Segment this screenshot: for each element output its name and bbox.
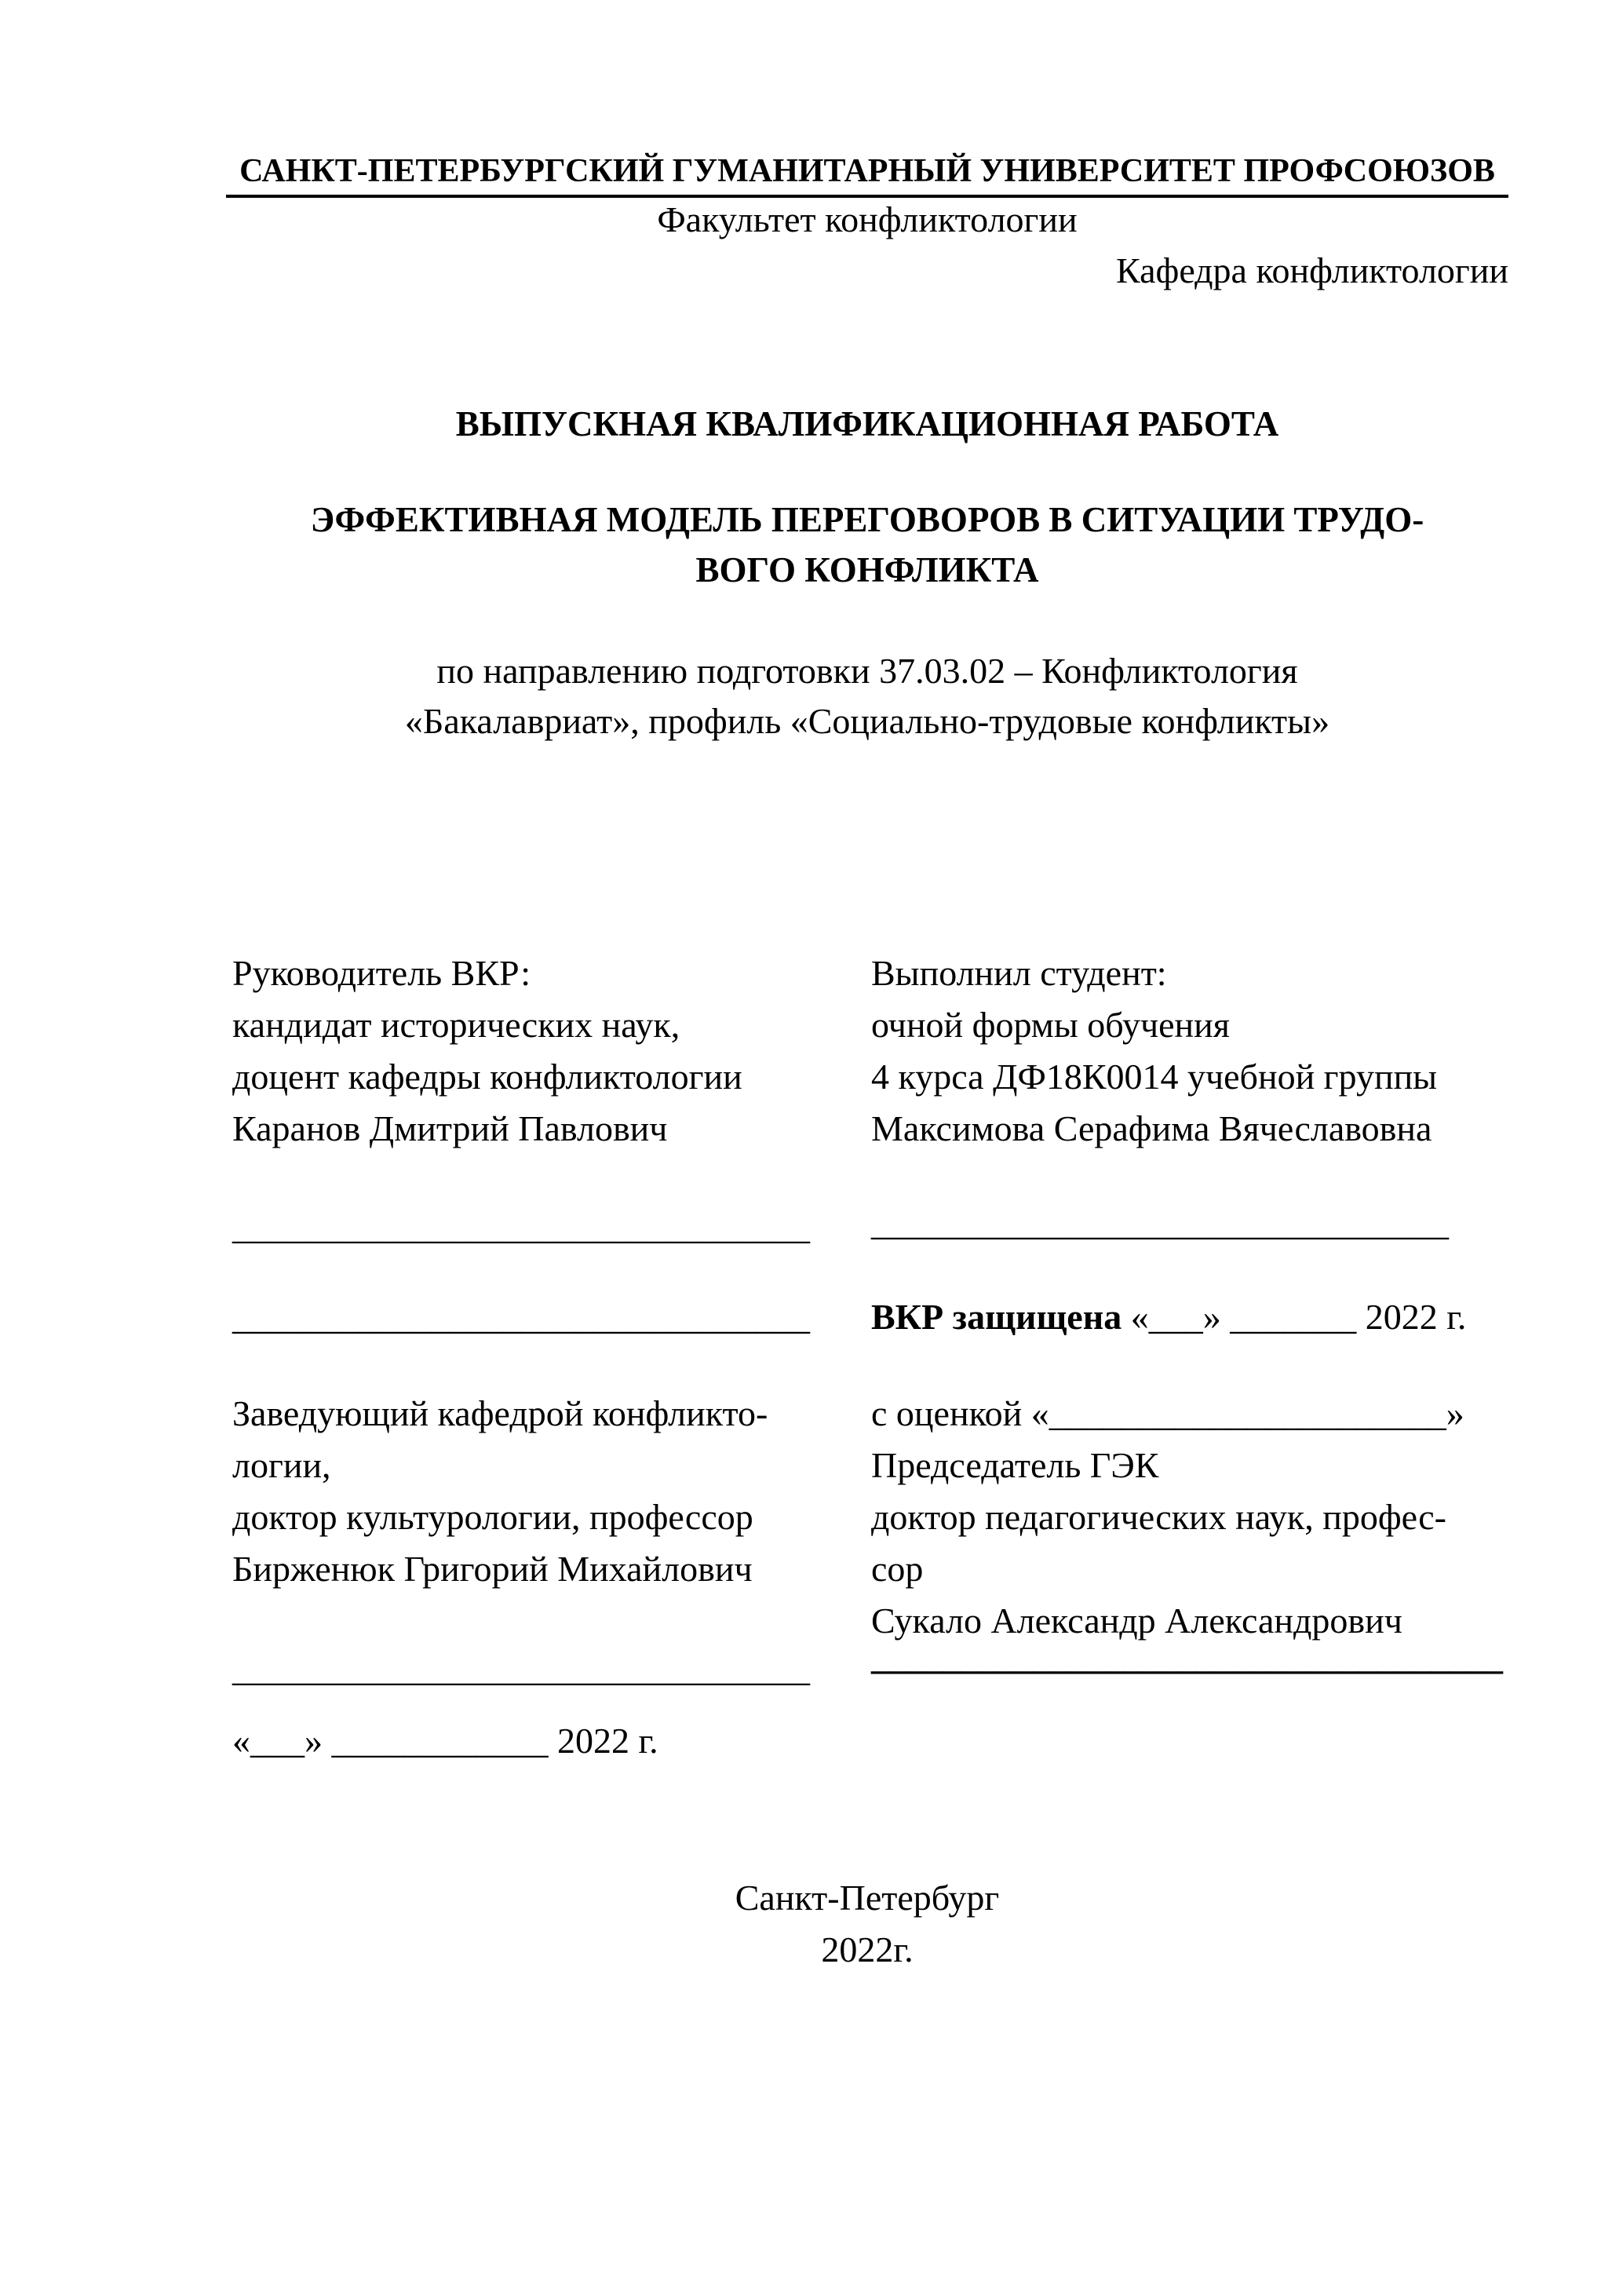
signature-line: ________________________________ bbox=[871, 1203, 1449, 1243]
supervisor-line: Каранов Дмитрий Павлович bbox=[232, 1108, 668, 1148]
supervisor-line: доцент кафедры конфликтологии bbox=[232, 1057, 742, 1097]
direction-line: по направлению подготовки 37.03.02 – Конфликтология bbox=[436, 651, 1298, 691]
date-line: «___» ____________ 2022 г. bbox=[232, 1721, 658, 1761]
chairman-signature-line bbox=[871, 1631, 1515, 1683]
head-signature-date bbox=[232, 1715, 829, 1767]
supervisor-signature-line-1 bbox=[232, 1201, 829, 1253]
defense-date: «___» _______ 2022 г. bbox=[1122, 1297, 1467, 1337]
defense-status bbox=[871, 1291, 1515, 1343]
document-type: ВЫПУСКНАЯ КВАЛИФИКАЦИОННАЯ РАБОТА bbox=[455, 404, 1279, 444]
head-line: Заведующий кафедрой конфликто- bbox=[232, 1393, 768, 1433]
city: Санкт-Петербург bbox=[735, 1878, 1000, 1918]
chair-name: Кафедра конфликтологии bbox=[1116, 250, 1508, 290]
head-line: доктор культурологии, профессор bbox=[232, 1497, 753, 1537]
thesis-title bbox=[226, 495, 1508, 595]
direction-line: «Бакалавриат», профиль «Социально-трудовые конфликты» bbox=[404, 701, 1330, 741]
supervisor-line: кандидат исторических наук, bbox=[232, 1005, 680, 1045]
supervisor-signature-line-2 bbox=[232, 1291, 829, 1343]
chairman-line: доктор педагогических наук, профес- bbox=[871, 1497, 1446, 1537]
defense-grade bbox=[871, 1388, 1515, 1440]
head-line: логии, bbox=[232, 1445, 331, 1485]
university-name: САНКТ-ПЕТЕРБУРГСКИЙ ГУМАНИТАРНЫЙ УНИВЕРСИТЕТ ПРОФСОЮЗОВ bbox=[239, 153, 1495, 189]
student-line: Максимова Серафима Вячеславовна bbox=[871, 1108, 1432, 1148]
supervisor-block bbox=[232, 947, 829, 1155]
student-block bbox=[871, 947, 1515, 1155]
signature-line: ________________________________ bbox=[232, 1648, 810, 1688]
chairman-line: Сукало Александр Александрович bbox=[871, 1601, 1402, 1641]
thesis-title-line: ВОГО КОНФЛИКТА bbox=[695, 550, 1039, 590]
year: 2022г. bbox=[821, 1929, 914, 1969]
faculty-name: Факультет конфликтологии bbox=[657, 199, 1078, 239]
chairman-line: Председатель ГЭК bbox=[871, 1445, 1159, 1485]
signature-line: ___________________________________ bbox=[871, 1637, 1503, 1677]
thesis-title-line: ЭФФЕКТИВНАЯ МОДЕЛЬ ПЕРЕГОВОРОВ В СИТУАЦИИ ТРУДО- bbox=[310, 500, 1424, 539]
grade-line: с оценкой «______________________» bbox=[871, 1393, 1464, 1433]
study-direction bbox=[226, 646, 1508, 746]
supervisor-line: Руководитель ВКР: bbox=[232, 953, 531, 993]
student-line: 4 курса ДФ18К0014 учебной группы bbox=[871, 1057, 1438, 1097]
chairman-line: сор bbox=[871, 1549, 924, 1589]
footer bbox=[226, 1872, 1508, 1976]
student-signature-line bbox=[871, 1197, 1515, 1249]
signature-line: ________________________________ bbox=[232, 1297, 810, 1337]
head-signature-line bbox=[232, 1643, 829, 1695]
student-line: очной формы обучения bbox=[871, 1005, 1230, 1045]
defense-label: ВКР защищена bbox=[871, 1297, 1122, 1337]
student-line: Выполнил студент: bbox=[871, 953, 1167, 993]
head-line: Бирженюк Григорий Михайлович bbox=[232, 1549, 753, 1589]
signature-line: ________________________________ bbox=[232, 1206, 810, 1247]
head-of-department-block bbox=[232, 1388, 829, 1595]
chairman-block bbox=[871, 1440, 1515, 1647]
